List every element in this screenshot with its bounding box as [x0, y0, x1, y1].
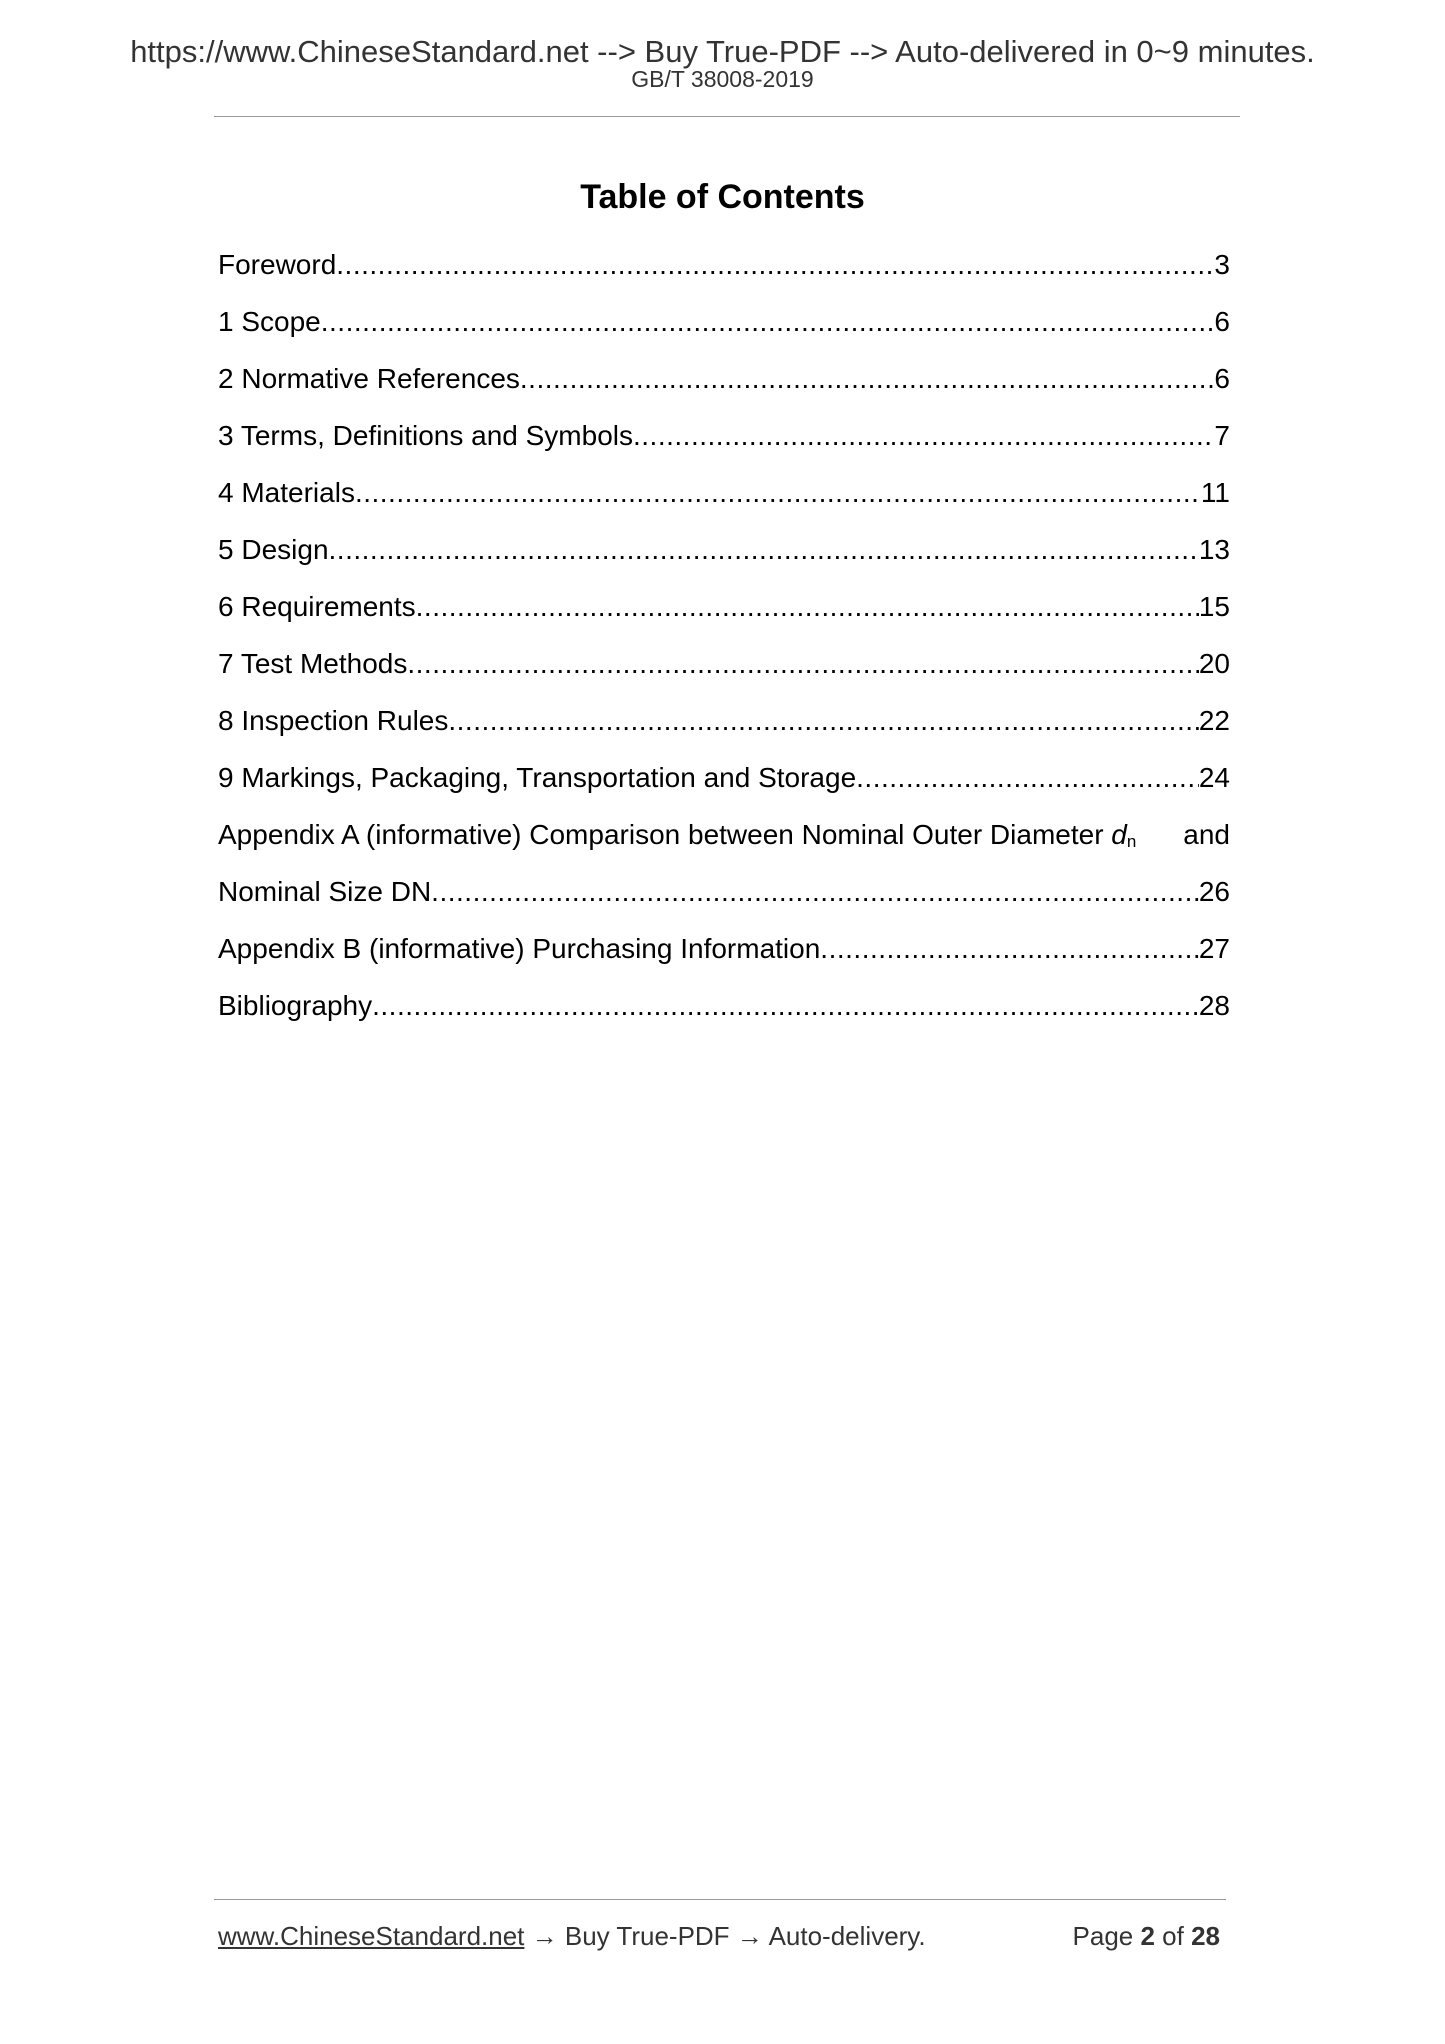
toc-entry-page: 7	[1214, 420, 1230, 451]
toc-entry-foreword[interactable]	[218, 244, 1230, 301]
toc-entry-appendix-a-line2[interactable]	[218, 871, 1230, 928]
toc-appendix-a-symbol: d	[1111, 819, 1127, 850]
toc-entry-markings-packaging[interactable]	[218, 757, 1230, 814]
toc-leader-dots	[448, 700, 1198, 742]
toc-entry-requirements[interactable]	[218, 586, 1230, 643]
page-title: Table of Contents	[580, 178, 865, 216]
toc-entry-label: 2 Normative References	[218, 363, 520, 394]
header-divider	[214, 116, 1240, 117]
toc-entry-page: 27	[1198, 933, 1230, 964]
toc-entry-label: Nominal Size DN	[218, 876, 432, 907]
toc-entry-page: 11	[1200, 477, 1230, 508]
toc-entry-page: 13	[1198, 534, 1230, 565]
page-of: of	[1154, 1921, 1192, 1951]
document-code: GB/T 38008-2019	[631, 66, 814, 92]
table-of-contents	[218, 244, 1230, 1042]
toc-leader-dots	[329, 529, 1199, 571]
toc-entry-label: Appendix B (informative) Purchasing Information	[218, 933, 821, 964]
toc-entry-label: 9 Markings, Packaging, Transportation and Storage	[218, 762, 857, 793]
top-banner: https://www.ChineseStandard.net --> Buy True-PDF --> Auto-delivered in 0~9 minutes.	[130, 34, 1315, 69]
page-prefix: Page	[1072, 1921, 1141, 1951]
toc-entry-label: 1 Scope	[218, 306, 321, 337]
toc-entry-design[interactable]	[218, 529, 1230, 586]
toc-entry-materials[interactable]	[218, 472, 1230, 529]
toc-entry-scope[interactable]	[218, 301, 1230, 358]
toc-leader-dots	[633, 415, 1214, 457]
toc-entry-label: 6 Requirements	[218, 591, 416, 622]
footer-website-link[interactable]: www.ChineseStandard.net	[218, 1921, 525, 1951]
toc-entry-page: 28	[1198, 990, 1230, 1021]
toc-entry-page: 24	[1198, 762, 1230, 793]
toc-entry-page: 3	[1214, 249, 1230, 280]
toc-appendix-a-text	[218, 814, 1136, 871]
toc-entry-label: 7 Test Methods	[218, 648, 408, 679]
toc-entry-page: 6	[1214, 306, 1230, 337]
toc-appendix-a-suffix: and	[1183, 819, 1230, 850]
toc-entry-page: 20	[1198, 648, 1230, 679]
toc-entry-bibliography[interactable]	[218, 985, 1230, 1042]
toc-entry-label: Bibliography	[218, 990, 373, 1021]
page-total: 28	[1191, 1921, 1220, 1951]
toc-leader-dots	[355, 472, 1201, 514]
page-footer	[218, 1923, 1226, 1949]
toc-leader-dots	[856, 757, 1199, 799]
toc-entry-label: 4 Materials	[218, 477, 355, 508]
footer-divider	[214, 1899, 1226, 1900]
toc-leader-dots	[520, 358, 1215, 400]
toc-leader-dots	[321, 301, 1215, 343]
toc-entry-page: 26	[1198, 876, 1230, 907]
toc-appendix-a-subscript: n	[1126, 832, 1137, 851]
toc-entry-label: 8 Inspection Rules	[218, 705, 449, 736]
toc-entry-label: 3 Terms, Definitions and Symbols	[218, 420, 633, 451]
page-current: 2	[1140, 1921, 1155, 1951]
toc-entry-test-methods[interactable]	[218, 643, 1230, 700]
toc-entry-normative-references[interactable]	[218, 358, 1230, 415]
toc-leader-dots	[372, 985, 1199, 1027]
toc-leader-dots	[407, 643, 1198, 685]
toc-entry-page: 6	[1214, 363, 1230, 394]
toc-entry-inspection-rules[interactable]	[218, 700, 1230, 757]
toc-entry-page: 15	[1198, 591, 1230, 622]
toc-entry-label: Foreword	[218, 249, 337, 280]
toc-leader-dots	[336, 244, 1214, 286]
toc-entry-appendix-a-line1[interactable]	[218, 814, 1230, 871]
toc-entry-appendix-b[interactable]	[218, 928, 1230, 985]
toc-entry-page: 22	[1198, 705, 1230, 736]
toc-appendix-a-prefix: Appendix A (informative) Comparison between Nominal Outer Diameter	[218, 819, 1104, 850]
toc-entry-label: 5 Design	[218, 534, 329, 565]
page-number	[1073, 1923, 1220, 1949]
toc-leader-dots	[416, 586, 1199, 628]
footer-tagline: → Buy True-PDF → Auto-delivery.	[524, 1921, 926, 1951]
toc-entry-terms-definitions[interactable]	[218, 415, 1230, 472]
toc-leader-dots	[431, 871, 1199, 913]
toc-leader-dots	[820, 928, 1199, 970]
